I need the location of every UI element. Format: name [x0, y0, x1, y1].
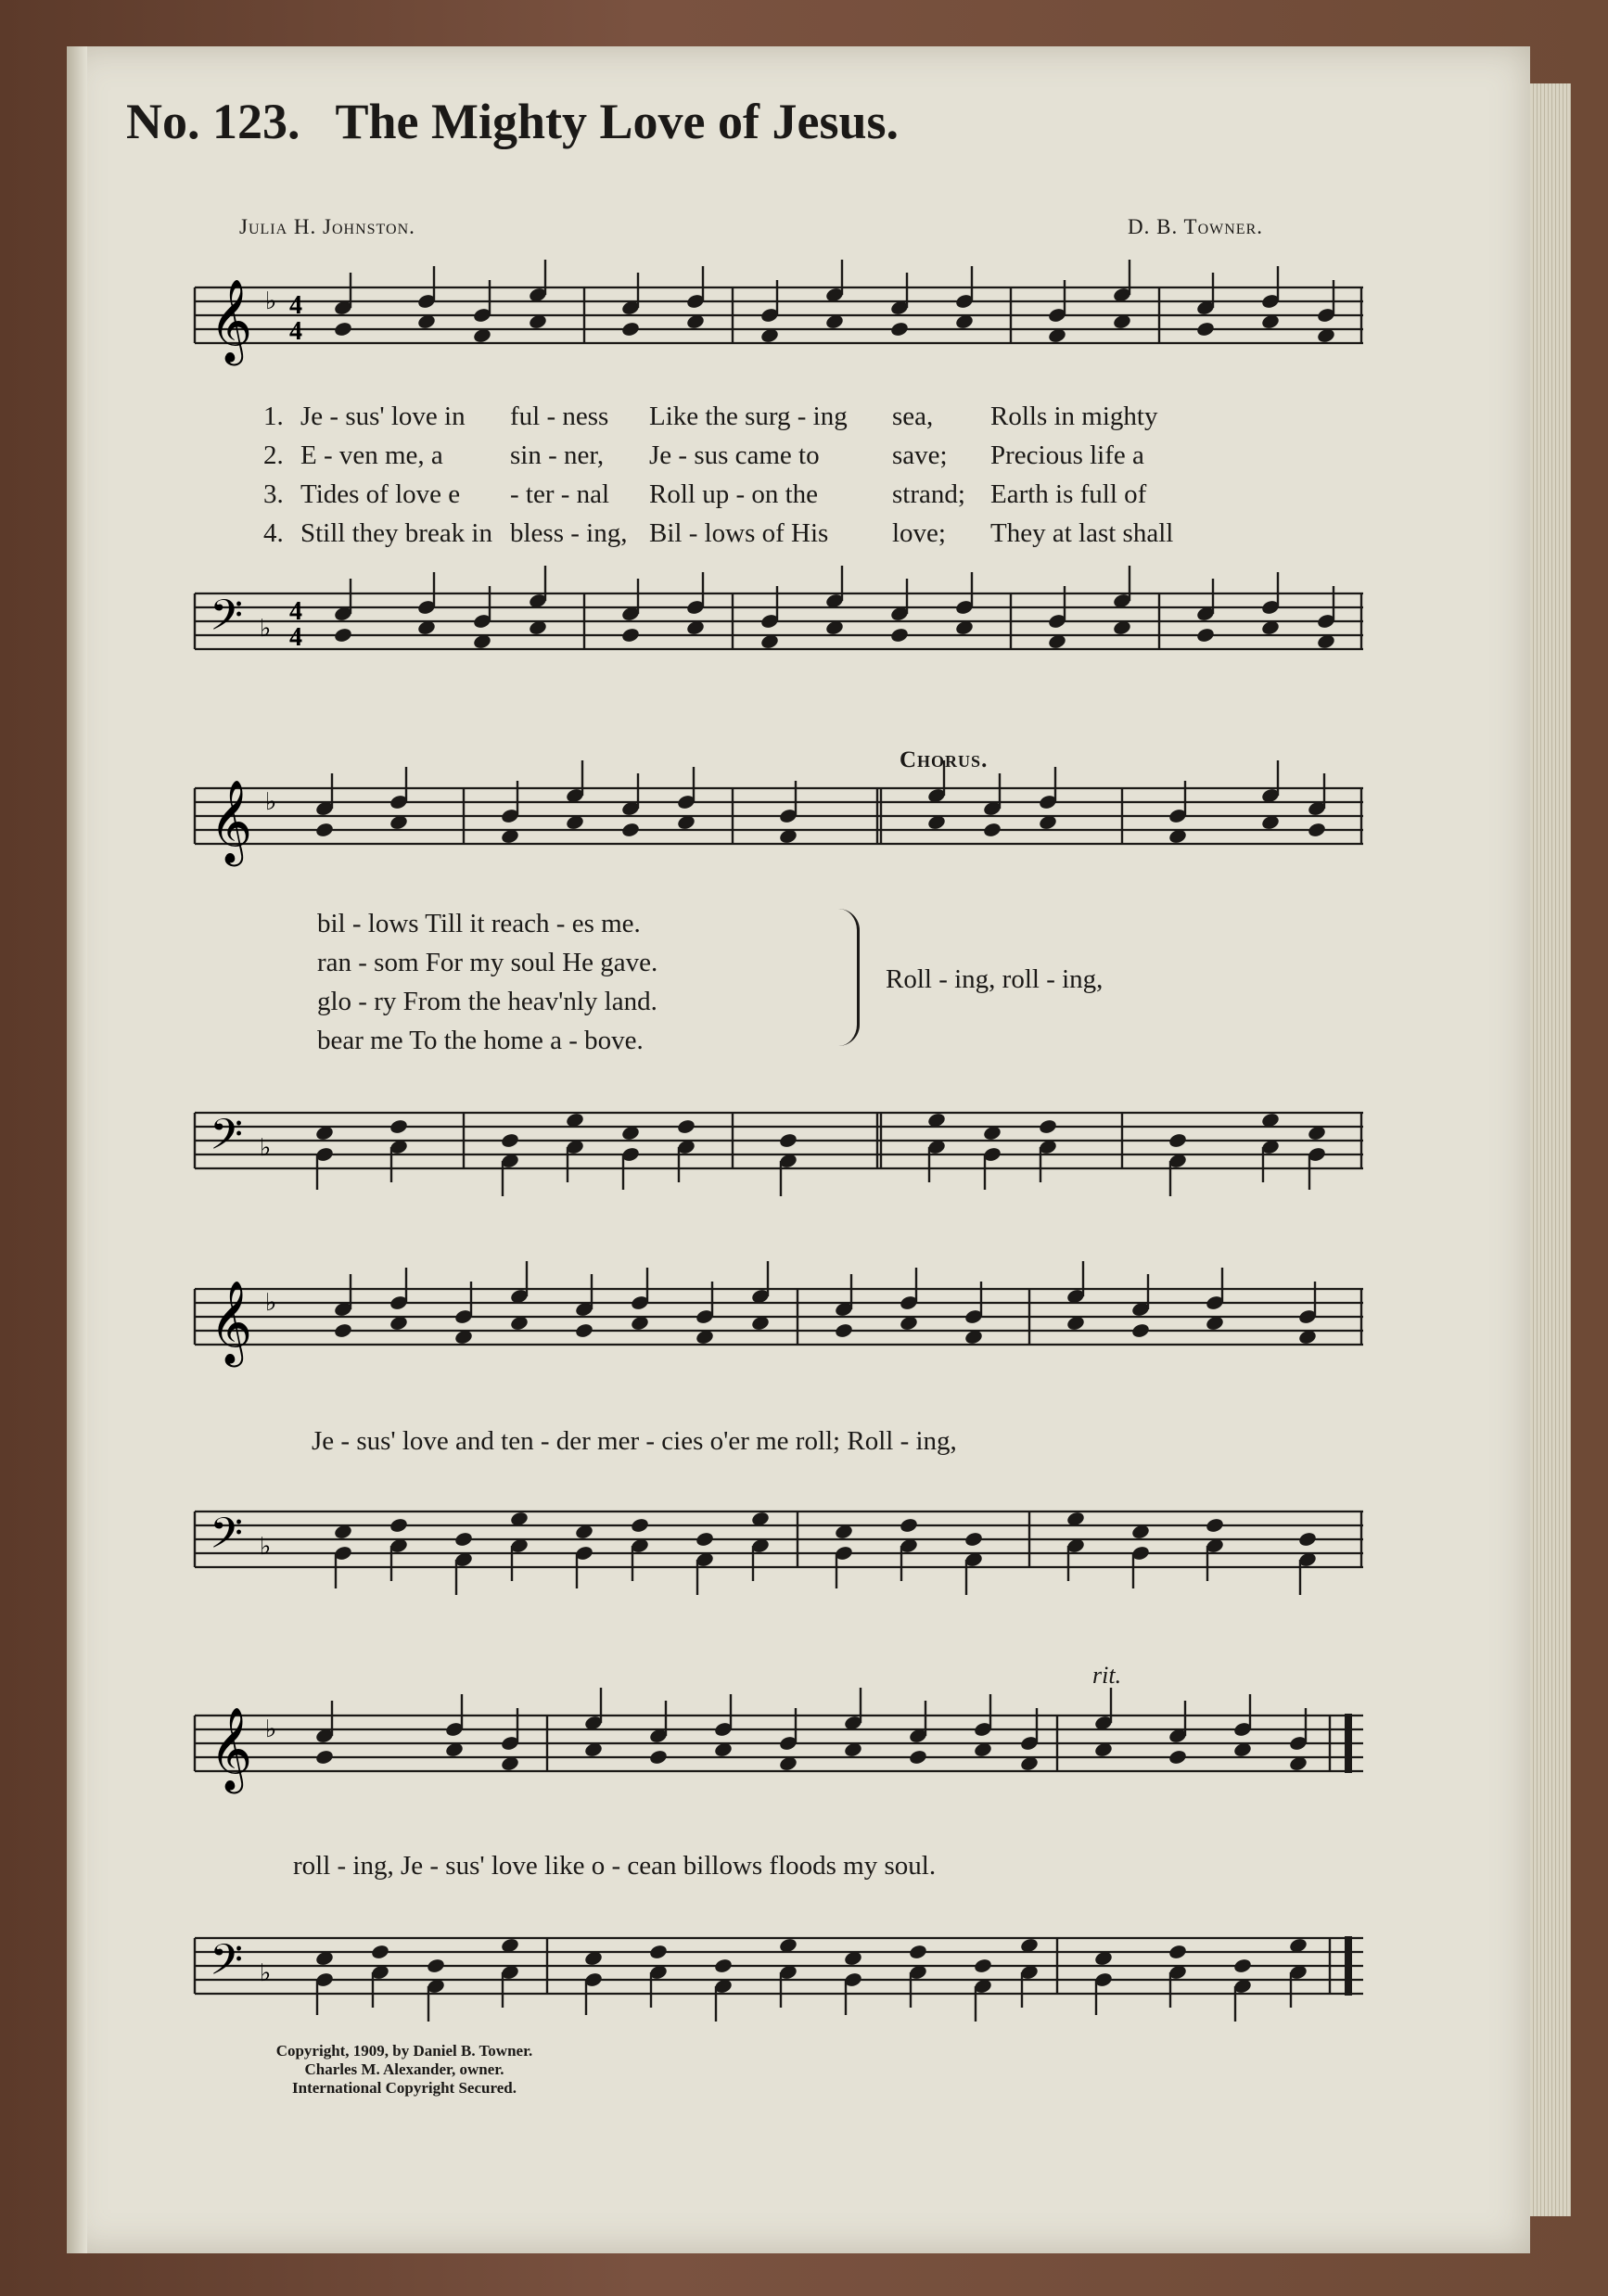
verse-syllables: Like the surg - ing [649, 401, 848, 431]
hymn-title [126, 93, 899, 150]
note-head [389, 1517, 408, 1534]
composer-credit: D. B. Towner. [1128, 215, 1263, 238]
verse-number: 3. [263, 478, 284, 509]
note-head [889, 627, 909, 644]
note-head [574, 1322, 593, 1339]
note-head [333, 321, 352, 338]
note-head [1168, 1132, 1187, 1149]
note-head [1232, 1958, 1252, 1974]
verse-4-ending: bear me To the home a - bove. [317, 1026, 644, 1055]
svg-text:♭: ♭ [260, 615, 272, 642]
verse-syllables: save; [892, 440, 948, 470]
verse-row [263, 397, 1213, 436]
verse-syllables: Earth is full of [990, 478, 1147, 509]
svg-text:4: 4 [289, 597, 302, 626]
bass-clef-icon: 𝄢 [210, 1937, 244, 1995]
treble-clef-icon: 𝄞 [210, 781, 253, 861]
note-head [908, 1749, 927, 1766]
verse-syllables: Roll up - on the [649, 478, 819, 509]
note-head [713, 1958, 733, 1974]
note-head [889, 321, 909, 338]
note-head [426, 1958, 445, 1974]
treble-clef-icon: 𝄞 [210, 1282, 253, 1362]
verse-syllables: - ter - nal [510, 478, 610, 509]
note-head [973, 1958, 992, 1974]
note-head [1130, 1322, 1150, 1339]
system-4-treble-staff [195, 1697, 1363, 1799]
verse-number: 2. [263, 440, 284, 470]
note-head [453, 1531, 473, 1548]
ritardando-mark: rit. [1092, 1662, 1122, 1689]
copyright-line-1: Copyright, 1909, by Daniel B. Towner. [275, 2042, 533, 2060]
lyricist-credit: Julia H. Johnston. [239, 215, 415, 238]
page-edges [1530, 83, 1571, 2216]
verse-row [263, 436, 1213, 475]
svg-text:♭: ♭ [265, 1289, 277, 1316]
note-head [314, 1749, 334, 1766]
note-head [314, 822, 334, 838]
note-head [1297, 1531, 1317, 1548]
verse-2-ending: ran - som For my soul He gave. [317, 948, 658, 977]
note-head [834, 1322, 853, 1339]
page-gutter [67, 46, 87, 2253]
treble-clef-icon: 𝄞 [210, 1708, 253, 1789]
note-head [1195, 627, 1215, 644]
svg-text:♭: ♭ [265, 788, 277, 815]
svg-text:♭: ♭ [265, 287, 277, 314]
note-head [389, 1118, 408, 1135]
verse-lyrics [263, 397, 1213, 553]
verse-syllables: Je - sus came to [649, 440, 820, 470]
verse-row [263, 475, 1213, 514]
note-head [648, 1749, 668, 1766]
note-head [695, 1531, 714, 1548]
chorus-lyric-line-3: roll - ing, Je - sus' love like o - cean billows floods my soul. [293, 1851, 937, 1881]
system-2-bass-staff [195, 1094, 1363, 1196]
verse-1-ending: bil - lows Till it reach - es me. [317, 909, 641, 938]
svg-text:4: 4 [289, 623, 302, 652]
verse-syllables: Rolls in mighty [990, 401, 1158, 431]
copyright-line-2: Charles M. Alexander, owner. [304, 2060, 504, 2078]
system-3-treble-staff [195, 1270, 1363, 1372]
note-head [620, 822, 640, 838]
verse-syllables: Je - sus' love in [300, 401, 466, 431]
verse-syllables: Bil - lows of His [649, 517, 829, 548]
note-head [630, 1517, 649, 1534]
verse-brace [838, 909, 860, 1046]
svg-text:♭: ♭ [260, 1959, 272, 1986]
verse-syllables: They at last shall [990, 517, 1174, 548]
note-head [1205, 1517, 1224, 1534]
verse-syllables: ful - ness [510, 401, 609, 431]
verse-syllables: strand; [892, 478, 965, 509]
note-head [1307, 822, 1326, 838]
verse-syllables: sin - ner, [510, 440, 605, 470]
note-head [500, 1132, 519, 1149]
note-head [648, 1944, 668, 1960]
verse-number: 4. [263, 517, 284, 548]
verse-syllables: bless - ing, [510, 517, 628, 548]
copyright-line-3: International Copyright Secured. [292, 2079, 517, 2097]
copyright-notice [219, 2042, 590, 2098]
verse-number: 1. [263, 401, 284, 431]
note-head [620, 627, 640, 644]
treble-clef-icon: 𝄞 [210, 280, 253, 361]
svg-text:♭: ♭ [265, 1716, 277, 1742]
note-head [370, 1944, 389, 1960]
verse-row [263, 514, 1213, 553]
bass-clef-icon: 𝄢 [210, 593, 244, 650]
note-head [676, 1118, 696, 1135]
verse-syllables: Precious life a [990, 440, 1144, 470]
verse-syllables: Still they break in [300, 517, 492, 548]
system-4-bass-staff [195, 1920, 1363, 2022]
note-head [620, 321, 640, 338]
note-head [908, 1944, 927, 1960]
svg-text:4: 4 [289, 317, 302, 346]
chorus-lyric-line-1: Roll - ing, roll - ing, [886, 964, 1104, 994]
verse-syllables: love; [892, 517, 946, 548]
note-head [333, 1322, 352, 1339]
note-head [1195, 321, 1215, 338]
note-head [1168, 1749, 1187, 1766]
system-2-treble-staff [195, 770, 1363, 872]
hymn-number: No. 123. [126, 94, 300, 149]
svg-text:4: 4 [289, 291, 302, 320]
note-head [333, 627, 352, 644]
bass-clef-icon: 𝄢 [210, 1511, 244, 1568]
note-head [1038, 1118, 1057, 1135]
system-3-bass-staff [195, 1493, 1363, 1595]
note-head [982, 822, 1002, 838]
note-head [778, 1132, 798, 1149]
verse-syllables: Tides of love e [300, 478, 461, 509]
verse-syllables: E - ven me, a [300, 440, 443, 470]
note-head [1168, 1944, 1187, 1960]
note-head [899, 1517, 918, 1534]
svg-text:♭: ♭ [260, 1134, 272, 1161]
system-1-bass-staff [195, 575, 1363, 677]
chorus-label: Chorus. [900, 747, 989, 772]
chorus-lyric-line-2: Je - sus' love and ten - der mer - cies o'er me roll; Roll - ing, [312, 1426, 957, 1456]
bass-clef-icon: 𝄢 [210, 1112, 244, 1169]
note-head [964, 1531, 983, 1548]
verse-3-ending: glo - ry From the heav'nly land. [317, 987, 657, 1016]
system-1-treble-staff [195, 269, 1363, 371]
svg-text:♭: ♭ [260, 1533, 272, 1560]
hymn-name: The Mighty Love of Jesus. [335, 94, 899, 149]
verse-syllables: sea, [892, 401, 934, 431]
